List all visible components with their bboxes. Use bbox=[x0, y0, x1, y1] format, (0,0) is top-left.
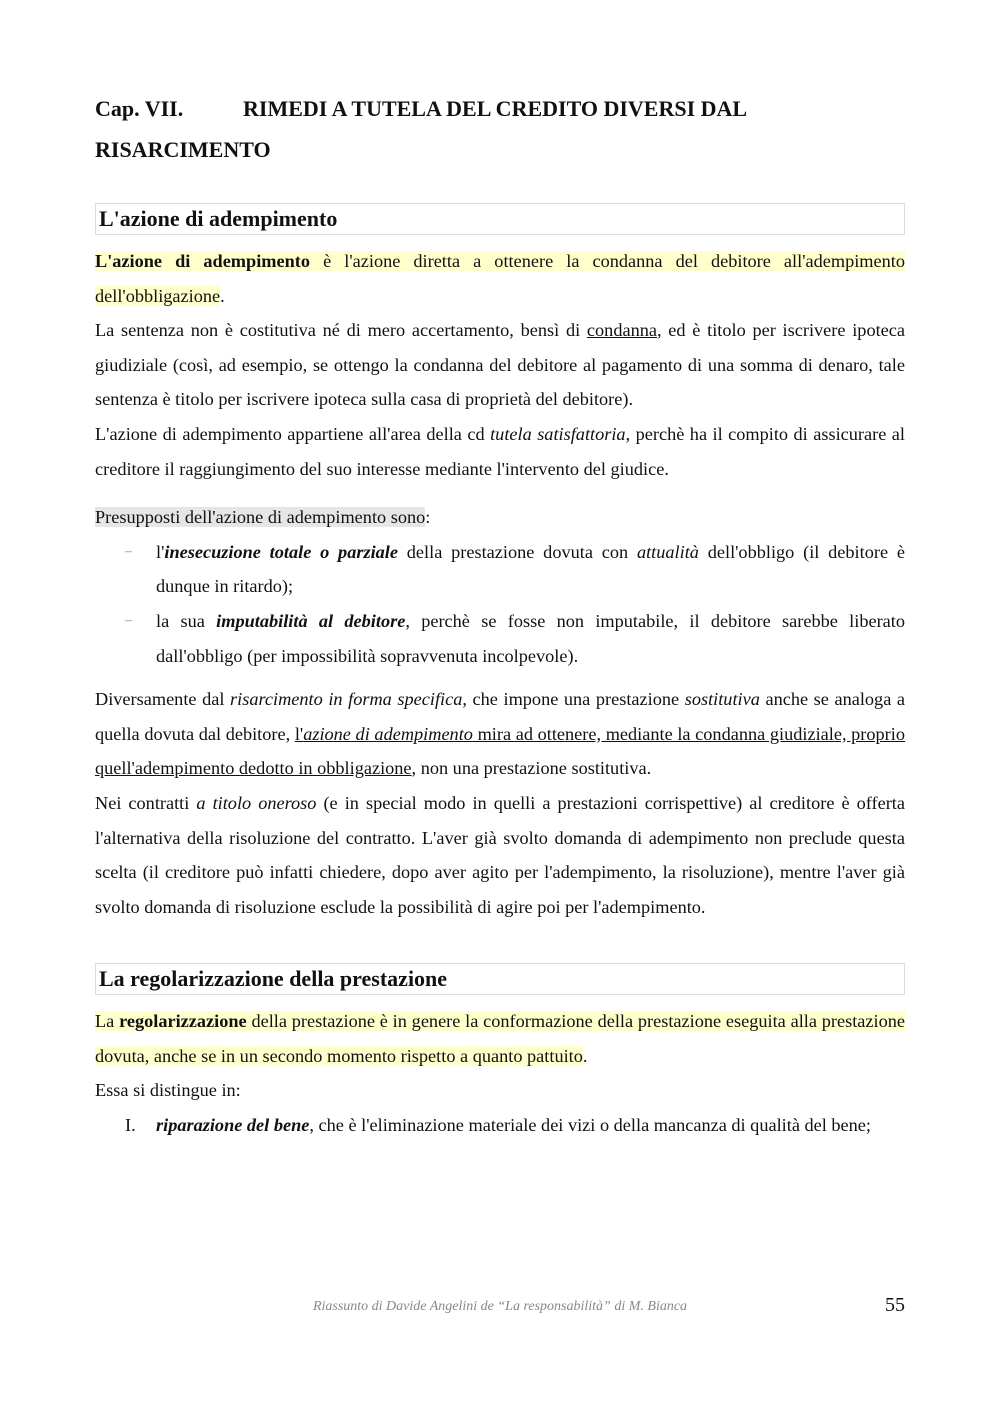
chapter-title-line1: RIMEDI A TUTELA DEL CREDITO DIVERSI DAL bbox=[243, 96, 748, 121]
presupposti-list bbox=[95, 535, 905, 673]
highlighted-definition: L'azione di adempimento è l'azione diretta a ottenere la condanna del debitore all'adempimento dell'obbligazione bbox=[95, 251, 905, 306]
bold-term: L'azione di adempimento bbox=[95, 251, 311, 271]
chapter-title bbox=[95, 88, 905, 170]
underlined-term: condanna bbox=[586, 320, 657, 341]
paragraph-regolarizzazione: La regolarizzazione della prestazione è in genere la conformazione della prestazione eseguita alla prestazione dovuta, anche se in un secondo momento rispetto a quanto pattuito. bbox=[95, 1011, 905, 1066]
dash-bullet: – bbox=[125, 543, 132, 559]
regolarizzazione-list bbox=[95, 1108, 905, 1143]
section-heading-adempimento: L'azione di adempimento bbox=[95, 203, 905, 235]
list-item: I. riparazione del bene, che è l'eliminazione materiale dei vizi o della mancanza di qualità del bene; bbox=[95, 1108, 905, 1143]
page-number: 55 bbox=[885, 1294, 905, 1316]
paragraph-distingue: Essa si distingue in: bbox=[95, 1080, 241, 1101]
italic-term: tutela satisfattoria bbox=[490, 423, 626, 444]
chapter-number: Cap. VII. bbox=[95, 96, 184, 121]
page-content bbox=[95, 88, 905, 1143]
paragraph-contratti: Nei contratti a titolo oneroso (e in special modo in quelli a prestazioni corrispettive) al creditore è offerta l'alternativa della risoluzione del contratto. L'aver già svolto domanda di adempimento non preclude questa scelta (il creditore può infatti chiedere, dopo aver agito per l'adempimento, la risoluzione), mentre l'aver già svolto domanda di risoluzione esclude la possibilità di agire poi per l'adempimento. bbox=[95, 792, 906, 917]
dash-bullet: – bbox=[125, 612, 132, 628]
footer-text: Riassunto di Davide Angelini de “La responsabilità” di M. Bianca bbox=[312, 1299, 688, 1314]
chapter-title-line2: RISARCIMENTO bbox=[95, 137, 271, 162]
list-item: – la sua imputabilità al debitore, perchè se fosse non imputabile, il debitore sarebbe liberato dall'obbligo (per impossibilità sopravvenuta incolpevole). bbox=[95, 604, 905, 673]
section-heading-regolarizzazione: La regolarizzazione della prestazione bbox=[95, 963, 905, 995]
paragraph-sentenza: La sentenza non è costitutiva né di mero accertamento, bensì di condanna, ed è titolo per iscrivere ipoteca giudiziale (così, ad esempio, se ottengo la condanna del debitore al pagamento di una somma di denaro, tale sentenza è titolo per iscrivere ipoteca sulla casa di proprietà del debitore). bbox=[95, 320, 906, 410]
roman-numeral: I. bbox=[125, 1115, 136, 1136]
paragraph-diversamente: Diversamente dal risarcimento in forma specifica, che impone una prestazione sostitutiva anche se analoga a quella dovuta dal debitore, l'azione di adempimento mira ad ottenere, mediante la condanna giudiziale, proprio quell'adempimento dedotto in obbligazione, non una prestazione sostitutiva. bbox=[95, 689, 906, 779]
list-item: – l'inesecuzione totale o parziale della prestazione dovuta con attualità dell'obbligo (il debitore è dunque in ritardo); bbox=[95, 535, 905, 604]
paragraph-definition: L'azione di adempimento è l'azione diretta a ottenere la condanna del debitore all'adempimento dell'obbligazione. bbox=[95, 251, 905, 306]
paragraph-presupposti: Presupposti dell'azione di adempimento sono: bbox=[95, 507, 431, 528]
grey-highlight: Presupposti dell'azione di adempimento sono bbox=[95, 507, 426, 528]
highlighted-definition: La regolarizzazione della prestazione è in genere la conformazione della prestazione eseguita alla prestazione dovuta, anche se in un secondo momento rispetto a quanto pattuito bbox=[95, 1011, 905, 1066]
paragraph-tutela: L'azione di adempimento appartiene all'area della cd tutela satisfattoria, perchè ha il compito di assicurare al creditore il raggiungimento del suo interesse mediante l'intervento del giudice. bbox=[95, 423, 905, 479]
underlined-passage: l'azione di adempimento mira ad ottenere, mediante la condanna giudiziale, proprio quell'adempimento dedotto in obbligazione bbox=[95, 723, 905, 779]
